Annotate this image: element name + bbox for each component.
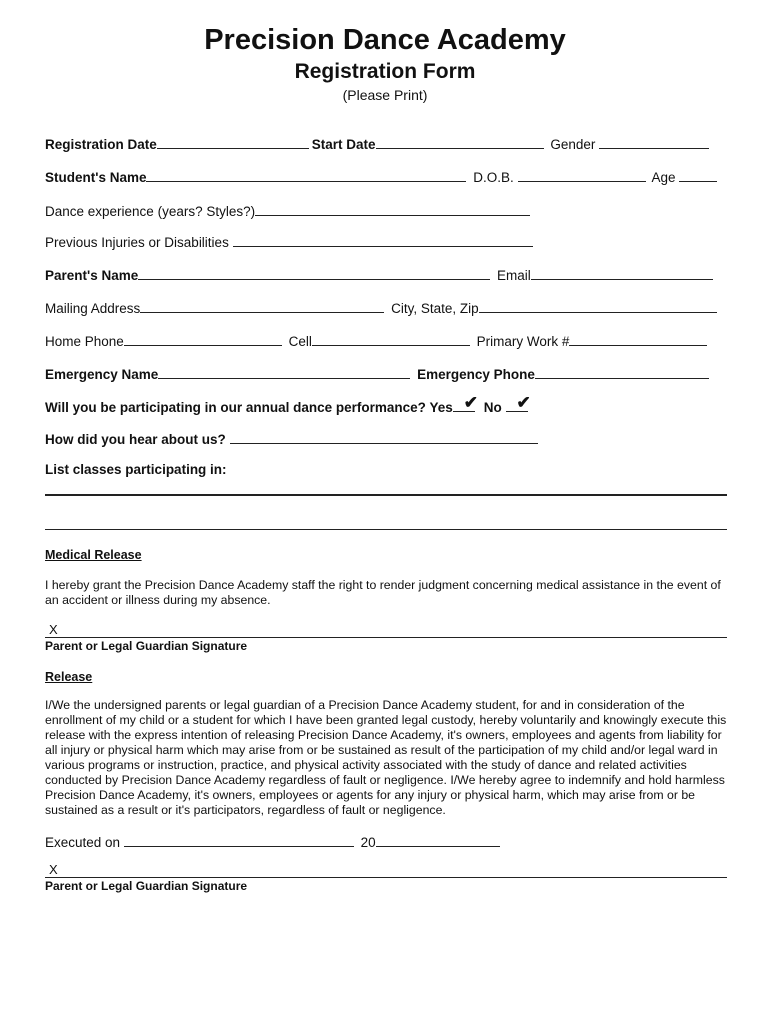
emergency-name-field[interactable] <box>158 364 410 379</box>
row-parent <box>45 265 716 283</box>
row-address <box>45 298 720 316</box>
home-phone-field[interactable] <box>124 331 282 346</box>
row-student <box>45 167 720 185</box>
student-name-field[interactable] <box>146 167 466 182</box>
registration-date-field[interactable] <box>157 134 309 149</box>
age-label: Age <box>651 170 676 185</box>
emergency-phone-label: Emergency Phone <box>417 367 535 382</box>
medical-x-mark: X <box>49 622 58 637</box>
no-check-icon: ✔ <box>516 393 531 412</box>
executed-date-field[interactable] <box>124 832 354 847</box>
release-heading: Release <box>45 670 93 684</box>
primary-work-field[interactable] <box>569 331 707 346</box>
medical-release-text: I hereby grant the Precision Dance Academy staff the right to render judgment concerning medical assistance in the event of an accident or illness during my absence. <box>45 578 721 607</box>
performance-question: Will you be participating in our annual dance performance? <box>45 400 426 415</box>
executed-on-label: Executed on <box>45 835 121 850</box>
dance-experience-label: Dance experience (years? Styles?) <box>45 204 256 219</box>
age-field[interactable] <box>679 167 717 182</box>
row-executed <box>45 832 503 850</box>
gender-field[interactable] <box>599 134 709 149</box>
row-injuries <box>45 232 536 250</box>
release-signature-line[interactable] <box>45 877 727 878</box>
city-state-zip-label: City, State, Zip <box>391 301 479 316</box>
row-performance <box>45 393 533 417</box>
row-hear-about <box>45 429 541 447</box>
city-state-zip-field[interactable] <box>479 298 717 313</box>
medical-release-heading: Medical Release <box>45 548 142 562</box>
parent-name-field[interactable] <box>138 265 490 280</box>
start-date-field[interactable] <box>376 134 544 149</box>
classes-line-1[interactable] <box>45 494 727 496</box>
row-emergency <box>45 364 712 382</box>
mailing-address-field[interactable] <box>140 298 384 313</box>
cell-field[interactable] <box>312 331 470 346</box>
gender-label: Gender <box>550 137 596 152</box>
classes-line-2[interactable] <box>45 529 727 530</box>
yes-label: Yes <box>429 400 453 415</box>
email-label: Email <box>497 268 531 283</box>
dob-field[interactable] <box>518 167 646 182</box>
no-label: No <box>483 400 502 415</box>
cell-label: Cell <box>288 334 312 349</box>
release-x-mark: X <box>49 862 58 877</box>
print-note: (Please Print) <box>342 87 428 103</box>
hear-about-label: How did you hear about us? <box>45 432 226 447</box>
year-prefix: 20 <box>360 835 376 850</box>
medical-signature-label: Parent or Legal Guardian Signature <box>45 639 248 653</box>
previous-injuries-field[interactable] <box>233 232 533 247</box>
registration-date-label: Registration Date <box>45 137 157 152</box>
start-date-label: Start Date <box>311 137 376 152</box>
previous-injuries-label: Previous Injuries or Disabilities <box>45 235 229 250</box>
medical-signature-line[interactable] <box>45 637 727 638</box>
email-field[interactable] <box>531 265 713 280</box>
list-classes-label: List classes participating in: <box>45 462 227 477</box>
parent-name-label: Parent's Name <box>45 268 139 283</box>
emergency-name-label: Emergency Name <box>45 367 159 382</box>
home-phone-label: Home Phone <box>45 334 124 349</box>
hear-about-field[interactable] <box>230 429 538 444</box>
student-name-label: Student's Name <box>45 170 147 185</box>
row-phones <box>45 331 710 349</box>
release-signature-label: Parent or Legal Guardian Signature <box>45 879 248 893</box>
primary-work-label: Primary Work # <box>476 334 570 349</box>
mailing-address-label: Mailing Address <box>45 301 141 316</box>
row-dance-experience <box>45 201 533 219</box>
page-title: Precision Dance Academy <box>204 24 566 56</box>
yes-check-icon: ✔ <box>463 393 478 412</box>
form-subtitle: Registration Form <box>294 60 476 83</box>
dance-experience-field[interactable] <box>255 201 530 216</box>
emergency-phone-field[interactable] <box>535 364 709 379</box>
dob-label: D.O.B. <box>473 170 514 185</box>
year-field[interactable] <box>376 832 500 847</box>
release-text: I/We the undersigned parents or legal guardian of a Precision Dance Academy student, for and in consideration of the enrollment of my child or a student for which I have been granted legal custody, hereby voluntarily and knowingly execute this release with the express intention of releasing Precision Dance Academy, it's owners, employees and agents from liability for all injury or physical harm which may arise from or be sustained as result of the participation of my child and/or legal ward in various programs or instruction, practice, and physical activity associated with the study of dance and related activities conducted by Precision Dance Academy regardless of fault or negligence. I/We hereby agree to indemnify and hold harmless Precision Dance Academy, it's owners, employees or agents for any injury or physical harm, which may arise from or be sustained as a result or it's participators, regardless of fault or negligence. <box>45 698 727 817</box>
row-registration <box>45 134 712 152</box>
